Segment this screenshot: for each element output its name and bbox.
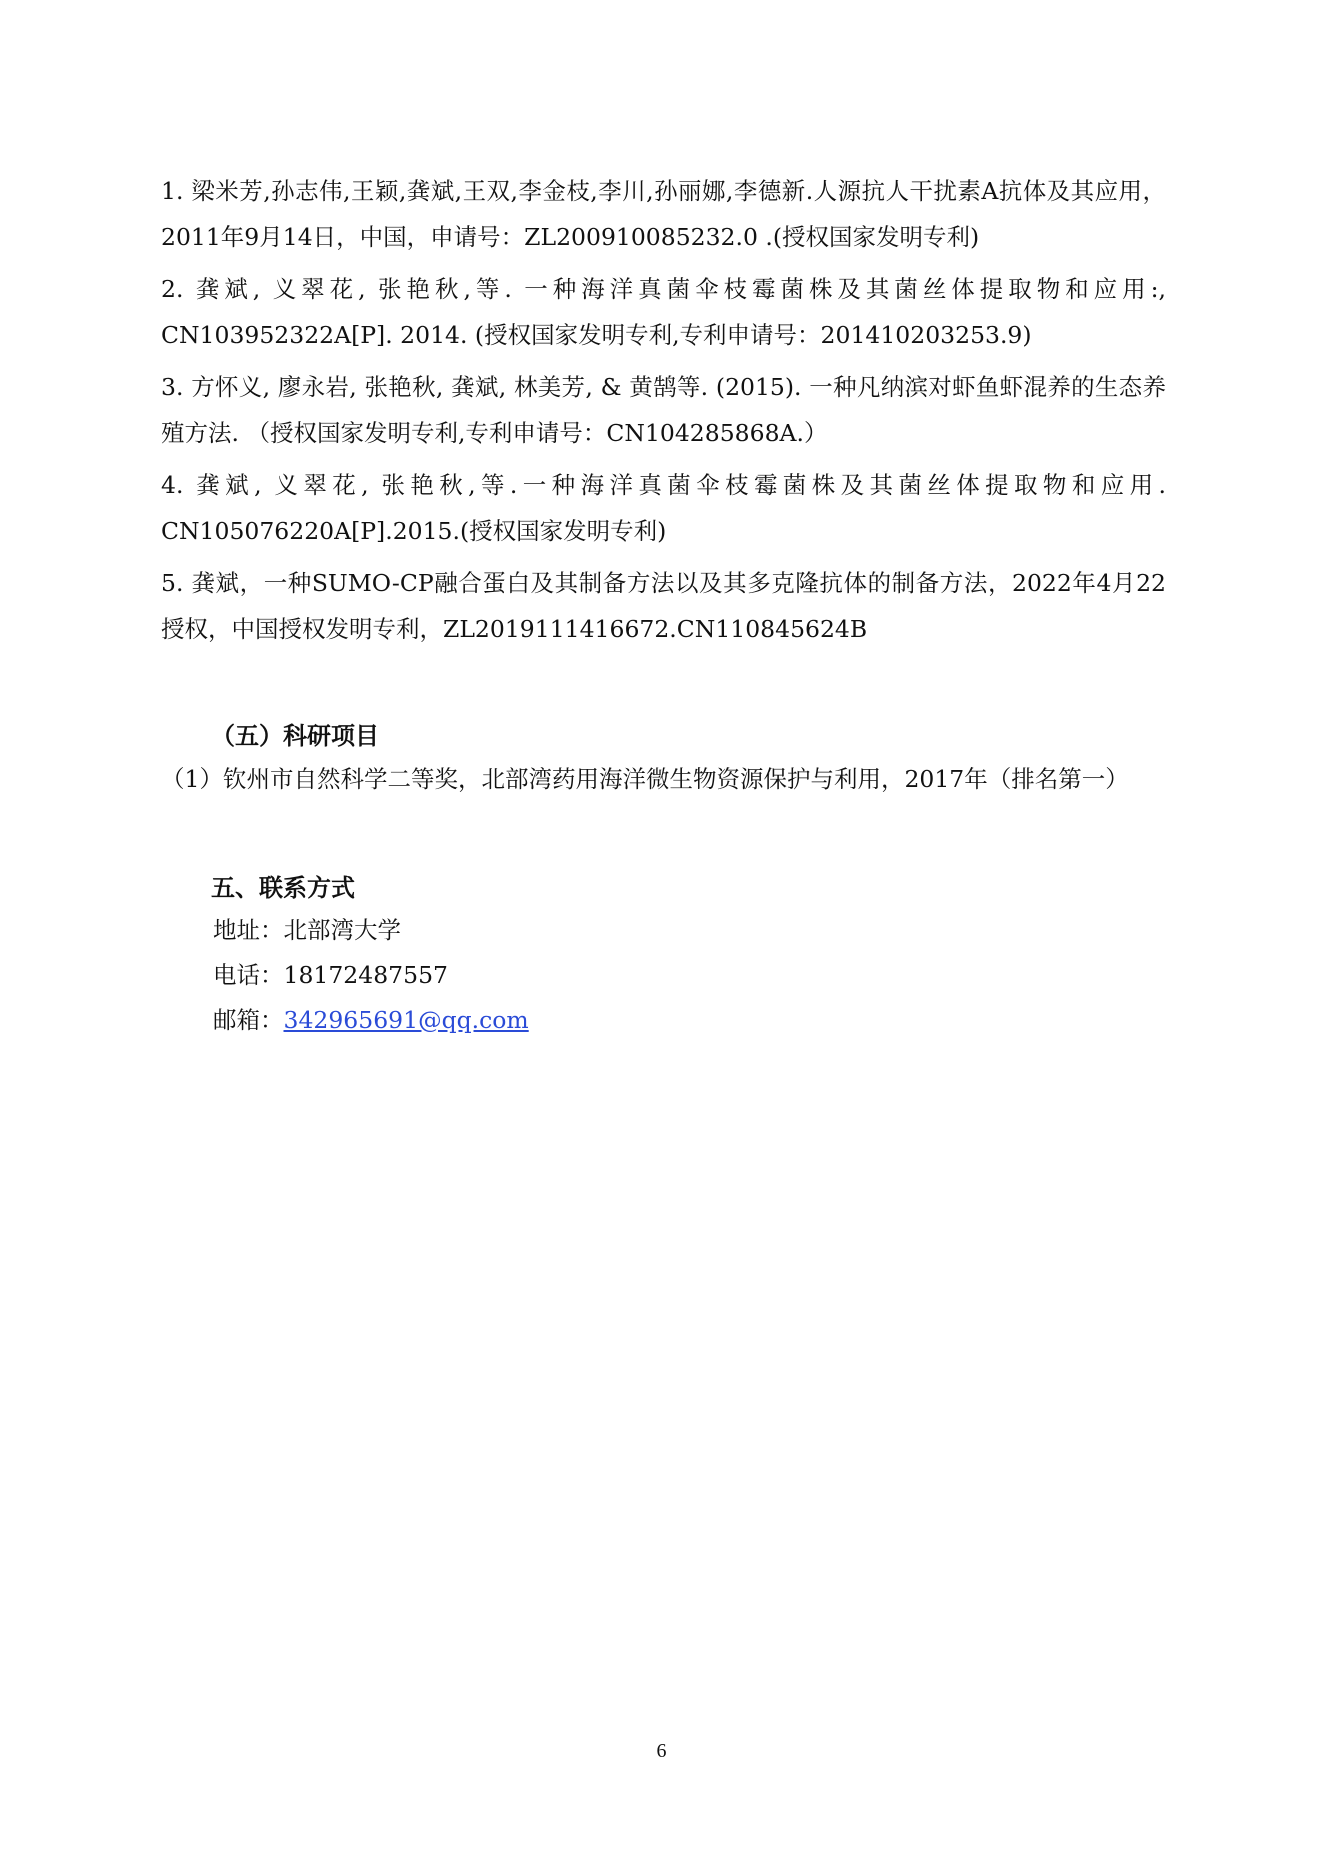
address-label: 地址： bbox=[213, 916, 284, 944]
email-link[interactable]: 342965691@qq.com bbox=[283, 1006, 529, 1034]
patent-item-3: 3. 方怀义, 廖永岩, 张艳秋, 龚斌, 林美芳, & 黄鹄等. (2015). 一种凡纳滨对虾鱼虾混养的生态养殖方法. （授权国家发明专利,专利申请号：CN104285868A.） bbox=[161, 373, 1166, 447]
page-content bbox=[161, 168, 1166, 1043]
patent-item-2: 2. 龚斌, 义翠花, 张艳秋,等. 一种海洋真菌伞枝霉菌株及其菌丝体提取物和应用:, CN103952322A[P]. 2014. (授权国家发明专利,专利申请号：201410203253.9) bbox=[161, 275, 1166, 349]
phone-line bbox=[161, 953, 1166, 998]
email-label: 邮箱： bbox=[213, 1006, 284, 1034]
page-number: 6 bbox=[656, 1740, 667, 1762]
email-line bbox=[161, 998, 1166, 1043]
research-projects-section bbox=[161, 716, 1166, 802]
patent-item-5: 5. 龚斌，一种SUMO-CP融合蛋白及其制备方法以及其多克隆抗体的制备方法，2022年4月22授权，中国授权发明专利，ZL2019111416672.CN110845624B bbox=[161, 569, 1166, 643]
phone-label: 电话： bbox=[213, 961, 284, 989]
contact-heading: 五、联系方式 bbox=[211, 874, 355, 902]
patent-item-4: 4. 龚斌, 义翠花, 张艳秋,等.一种海洋真菌伞枝霉菌株及其菌丝体提取物和应用. CN105076220A[P].2015.(授权国家发明专利) bbox=[161, 471, 1166, 545]
patent-item-1: 1. 梁米芳,孙志伟,王颖,龚斌,王双,李金枝,李川,孙丽娜,李德新.人源抗人干扰素A抗体及其应用，2011年9月14日，中国，申请号：ZL200910085232.0 .(授权国家发明专利) bbox=[161, 177, 1166, 251]
phone-value: 18172487557 bbox=[283, 961, 448, 989]
address-line bbox=[161, 908, 1166, 953]
patent-list bbox=[161, 168, 1166, 652]
research-projects-heading: （五）科研项目 bbox=[211, 722, 379, 750]
address-value: 北部湾大学 bbox=[283, 916, 401, 944]
contact-section bbox=[161, 868, 1166, 1043]
project-item-1: （1）钦州市自然科学二等奖，北部湾药用海洋微生物资源保护与利用，2017年（排名第一） bbox=[161, 765, 1129, 793]
